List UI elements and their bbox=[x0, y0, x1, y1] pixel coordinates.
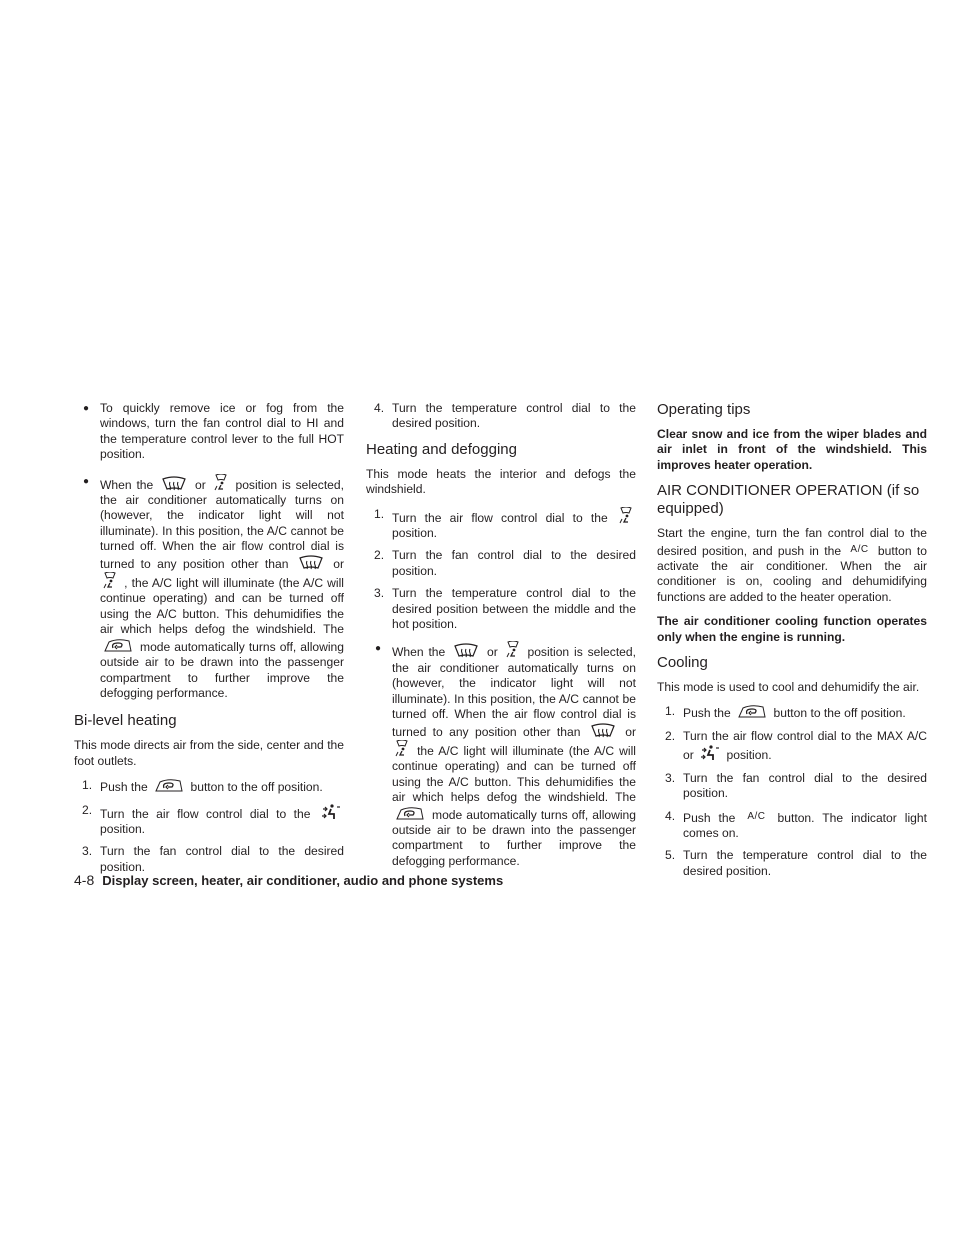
bullet-list bbox=[366, 641, 636, 869]
ac-note: The air conditioner cooling function operates only when the engine is running. bbox=[657, 614, 927, 644]
column-right bbox=[657, 401, 927, 888]
list-item: 1. Push the button to the off position. bbox=[82, 778, 323, 795]
section-heading-defogging: Heating and defogging bbox=[366, 440, 517, 458]
air-recirculation-icon bbox=[103, 638, 133, 654]
air-recirculation-icon bbox=[395, 806, 425, 822]
bullet-list bbox=[74, 401, 344, 701]
ac-button-icon: A/C bbox=[850, 543, 869, 555]
list-item: 4. Push the A/C button. The indicator light comes on. bbox=[665, 808, 927, 840]
bullet-icon: ● bbox=[83, 475, 90, 487]
bilevel-steps bbox=[74, 778, 344, 875]
list-item: 1. Turn the air flow control dial to the position. bbox=[366, 507, 636, 542]
column-left bbox=[74, 401, 344, 884]
list-item: ● When the or position is selected, the air conditioner automatically turns on (however, the indicator light will not illuminate). In this position, the A/C cannot be turned off. When the air flow control dial is turned to any position other than or the A/C light will illuminate (the A/C will continue operating) and can be turned off using the A/C button. This dehumidifies the air which helps defog the windshield. The mode automatically turns off, allowing outside air to be drawn into the passenger compartment to further improve the defogging performance. bbox=[375, 643, 636, 868]
bullet-icon: ● bbox=[83, 403, 90, 414]
column-middle bbox=[366, 401, 636, 880]
section-heading-operating-tips: Operating tips bbox=[657, 401, 751, 418]
list-item: ● When the or position is selected, the air conditioner automatically turns on (however, the indicator light will not illuminate). In this position, the A/C cannot be turned off. When the air flow control dial is turned to any position other than or , the A/C light will illuminate (the A/C will continue operating) and can be turned off using the A/C button. This dehumidifies the air which helps defog the windshield. The mode automatically turns off, allowing outside air to be drawn into the passenger compartment to further improve the defogging performance. bbox=[83, 475, 344, 700]
section-heading-bilevel: Bi-level heating bbox=[74, 712, 177, 730]
list-item: 5. Turn the temperature control dial to the desired position. bbox=[665, 848, 927, 878]
bullet-icon: ● bbox=[375, 643, 382, 655]
defog-steps bbox=[366, 507, 636, 633]
foot-defrost-icon bbox=[103, 572, 117, 590]
cooling-intro: This mode is used to cool and dehumidify the air. bbox=[657, 680, 920, 695]
list-item: 3. Turn the fan control dial to the desired position. bbox=[82, 844, 344, 874]
list-item: 1. Push the button to the off position. bbox=[665, 704, 906, 721]
windshield-defrost-icon bbox=[161, 476, 187, 492]
list-item: 3. Turn the temperature control dial to the desired position between the middle and the hot position. bbox=[374, 586, 636, 632]
air-recirculation-icon bbox=[154, 778, 184, 794]
chapter-title: Display screen, heater, air conditioner, audio and phone systems bbox=[102, 873, 504, 888]
bilevel-steps-continued bbox=[366, 401, 636, 432]
cooling-steps bbox=[657, 704, 927, 879]
foot-defrost-icon bbox=[395, 740, 409, 758]
windshield-defrost-icon bbox=[590, 723, 616, 739]
bi-level-vent-icon bbox=[321, 803, 341, 821]
bi-level-vent-icon bbox=[700, 744, 720, 762]
tips-note: Clear snow and ice from the wiper blades and air inlet in front of the windshield. This improves heater operation. bbox=[657, 427, 927, 472]
foot-defrost-icon bbox=[506, 641, 520, 659]
section-heading-air-conditioner: AIR CONDITIONER OPERATION (if so equipped) bbox=[657, 482, 920, 518]
ac-intro: Start the engine, turn the fan control dial to the desired position, and push in the A/C button to activate the air conditioner. When the air conditioner is on, cooling and dehumidifying functions are added to the heater operation. bbox=[657, 526, 927, 604]
page-number: 4-8 bbox=[74, 872, 95, 888]
list-item: 3. Turn the fan control dial to the desired position. bbox=[665, 770, 927, 801]
ac-button-icon: A/C bbox=[747, 810, 766, 822]
page-footer bbox=[74, 872, 503, 889]
foot-defrost-icon bbox=[619, 507, 633, 525]
windshield-defrost-icon bbox=[298, 555, 324, 571]
list-item: 2. Turn the air flow control dial to the position. bbox=[74, 803, 344, 838]
list-item: ● To quickly remove ice or fog from the windows, turn the fan control dial to HI and the temperature control lever to the full HOT position. bbox=[83, 401, 344, 462]
list-item: 2. Turn the air flow control dial to the MAX A/C or position. bbox=[665, 728, 927, 763]
section-heading-cooling: Cooling bbox=[657, 654, 708, 672]
windshield-defrost-icon bbox=[453, 643, 479, 659]
list-item: 4. Turn the temperature control dial to the desired position. bbox=[374, 401, 636, 431]
defog-intro: This mode heats the interior and defogs the windshield. bbox=[366, 466, 636, 497]
bilevel-intro: This mode directs air from the side, center and the foot outlets. bbox=[74, 738, 344, 768]
list-item: 2. Turn the fan control dial to the desired position. bbox=[374, 548, 636, 578]
air-recirculation-icon bbox=[737, 704, 767, 720]
foot-defrost-icon bbox=[214, 474, 228, 492]
